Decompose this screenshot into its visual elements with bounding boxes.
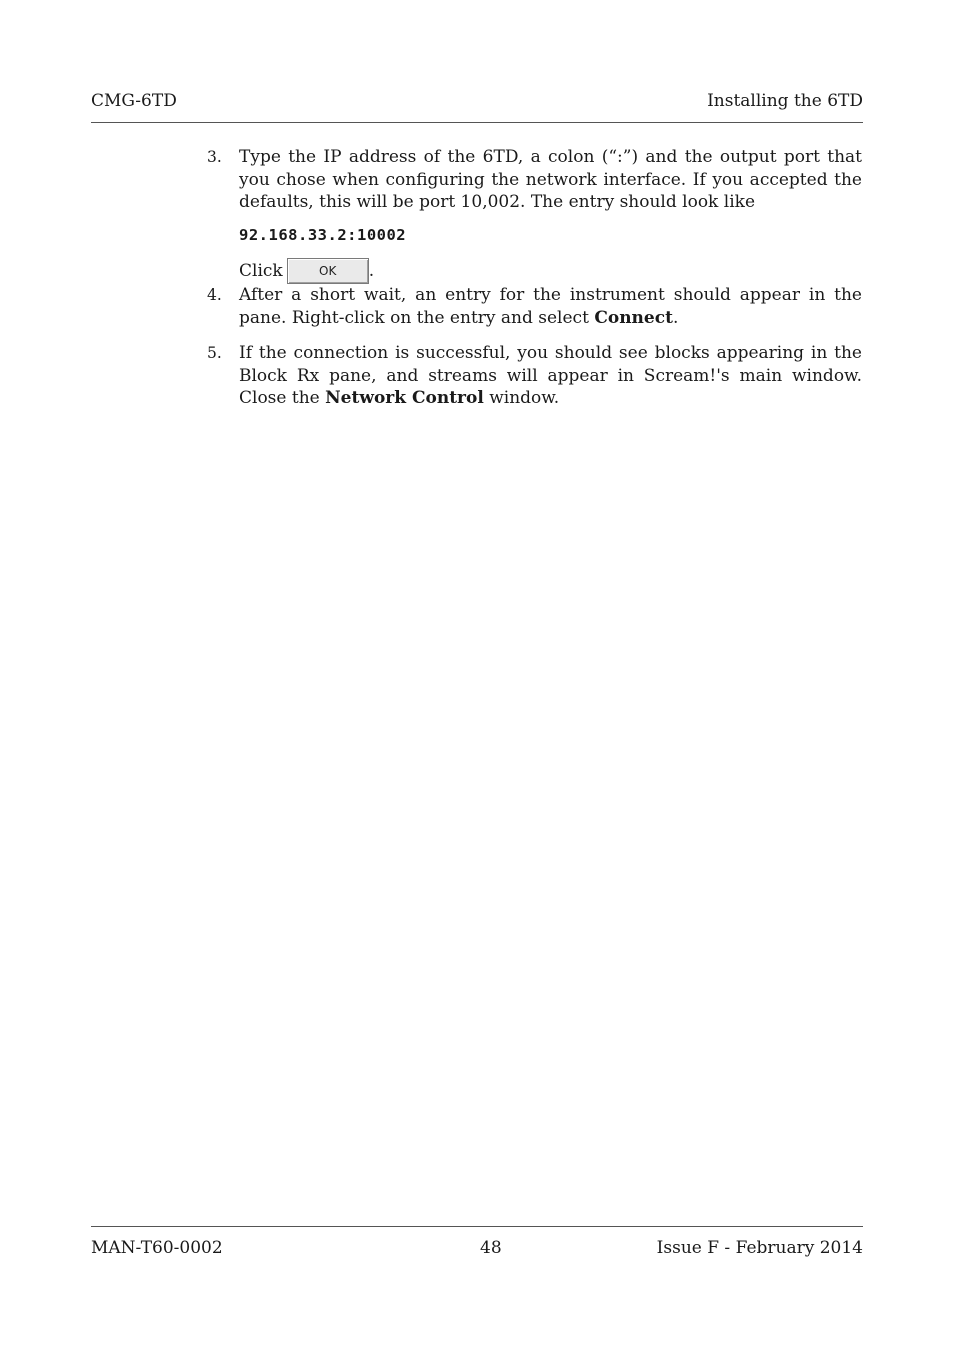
step-text: If the connection is successful, you should see blocks appearing in the Block Rx pane, and streams will appear in Scream!'s main window. Close the <box>239 343 862 408</box>
footer-manual-number: MAN-T60-0002 <box>91 1238 223 1258</box>
header-section-title: Installing the 6TD <box>707 91 863 111</box>
click-suffix: . <box>368 260 375 281</box>
list-item-step-4 <box>207 284 862 329</box>
list-item-step-3 <box>207 146 862 284</box>
step-body <box>239 284 862 329</box>
network-control-window-label: Network Control <box>325 388 484 408</box>
step-body <box>239 146 862 284</box>
connect-menu-item-label: Connect <box>594 307 673 328</box>
step-text-end: . <box>672 307 679 328</box>
click-instruction <box>239 258 862 284</box>
step-number: 5. <box>207 344 222 362</box>
step-number: 3. <box>207 148 222 166</box>
page-footer <box>91 1238 863 1258</box>
ok-button[interactable]: OK <box>287 258 369 284</box>
step-text-end: window. <box>483 388 560 408</box>
step-text: Type the IP address of the 6TD, a colon (“:”) and the output port that you chose when configuring the network interface. If you accepted the defaults, this will be port 10,002. The entry should look like <box>239 147 862 212</box>
main-content <box>207 146 862 410</box>
page-number: 48 <box>480 1238 502 1258</box>
page-header <box>91 91 863 111</box>
footer-issue-date: Issue F - February 2014 <box>656 1238 863 1258</box>
ip-address-example: 92.168.33.2:10002 <box>239 225 407 244</box>
list-item-step-5 <box>207 342 862 410</box>
header-document-id: CMG-6TD <box>91 91 177 111</box>
step-text: After a short wait, an entry for the instrument should appear in the pane. Right-click on the entry and select <box>239 285 862 328</box>
step-number: 4. <box>207 286 222 304</box>
footer-divider <box>91 1226 863 1227</box>
step-body <box>239 342 862 410</box>
click-prefix: Click <box>239 260 283 281</box>
header-divider <box>91 122 863 123</box>
